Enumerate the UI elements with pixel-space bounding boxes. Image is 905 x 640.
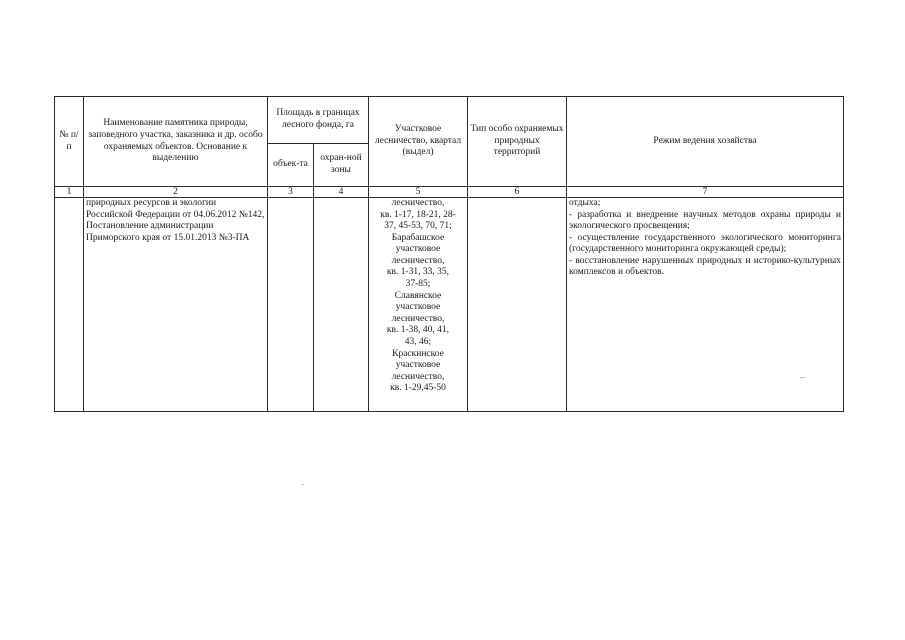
cell-num xyxy=(55,198,84,412)
scan-speck xyxy=(800,377,805,378)
column-number: 5 xyxy=(369,187,468,198)
forestry-line: кв. 1-17, 18-21, 28- xyxy=(380,209,456,220)
forestry-line: Славянское xyxy=(394,290,442,301)
forest-protected-areas-table xyxy=(54,96,844,412)
forestry-line: 43, 46; xyxy=(404,336,432,347)
forestry-line: лесничество, xyxy=(391,371,445,382)
header-forestry: Участковое лесничество, квартал (выдел) xyxy=(369,97,468,187)
header-regime: Режим ведения хозяйства xyxy=(567,97,844,187)
regime-line: отдыха; xyxy=(569,198,601,208)
forestry-line: лесничество, xyxy=(391,255,445,266)
forestry-line: Барабашское xyxy=(391,232,445,243)
scan-speck xyxy=(302,484,304,485)
forestry-line: лесничество, xyxy=(391,198,445,208)
forestry-line: кв. 1-29,45-50 xyxy=(390,383,446,394)
header-area-group: Площадь в границах лесного фонда, га xyxy=(268,97,369,144)
cell-forestry xyxy=(369,198,468,412)
cell-area-object xyxy=(268,198,314,412)
forestry-line: лесничество, xyxy=(391,313,445,324)
header-name: Наименование памятника природы, заповедного участка, заказника и др. особо охраняемых объектов. Основание к выделению xyxy=(84,97,268,187)
header-num: № п/п xyxy=(55,97,84,187)
forestry-line: участковое xyxy=(395,244,441,255)
cell-area-zone xyxy=(314,198,369,412)
table-row xyxy=(55,198,844,412)
column-number: 6 xyxy=(468,187,567,198)
forestry-line: Краскинское xyxy=(392,348,444,359)
cell-name: природных ресурсов и экологии Российской Федерации от 04.06.2012 №142, Постановление администрации Приморского края от 15.01.2013 №3-ПА xyxy=(84,198,268,412)
cell-regime xyxy=(567,198,844,412)
header-area-zone: охран-ной зоны xyxy=(314,144,369,187)
forestry-line: кв. 1-31, 33, 35, xyxy=(386,267,450,278)
column-number: 4 xyxy=(314,187,369,198)
column-number: 3 xyxy=(268,187,314,198)
regime-line: - разработка и внедрение научных методов охраны природы и экологического просвещения; xyxy=(569,209,841,232)
forestry-line: участковое xyxy=(395,302,441,313)
regime-line: - восстановление нарушенных природных и историко-культурных комплексов и объектов. xyxy=(569,255,841,278)
forestry-line: 37-85; xyxy=(405,279,431,290)
forestry-line: кв. 1-38, 40, 41, xyxy=(386,325,450,336)
column-numbers-row xyxy=(55,187,844,198)
cell-type xyxy=(468,198,567,412)
column-number: 2 xyxy=(84,187,268,198)
header-area-object: объек-та xyxy=(268,144,314,187)
column-number: 7 xyxy=(567,187,844,198)
regime-line: - осуществление государственного экологического мониторинга (государственного мониторинга окружающей среды); xyxy=(569,232,841,255)
header-type: Тип особо охраняемых природных территорий xyxy=(468,97,567,187)
column-number: 1 xyxy=(55,187,84,198)
header-row-1 xyxy=(55,97,844,144)
forestry-line: участковое xyxy=(395,360,441,371)
forestry-line: 37, 45-53, 70, 71; xyxy=(384,221,452,232)
